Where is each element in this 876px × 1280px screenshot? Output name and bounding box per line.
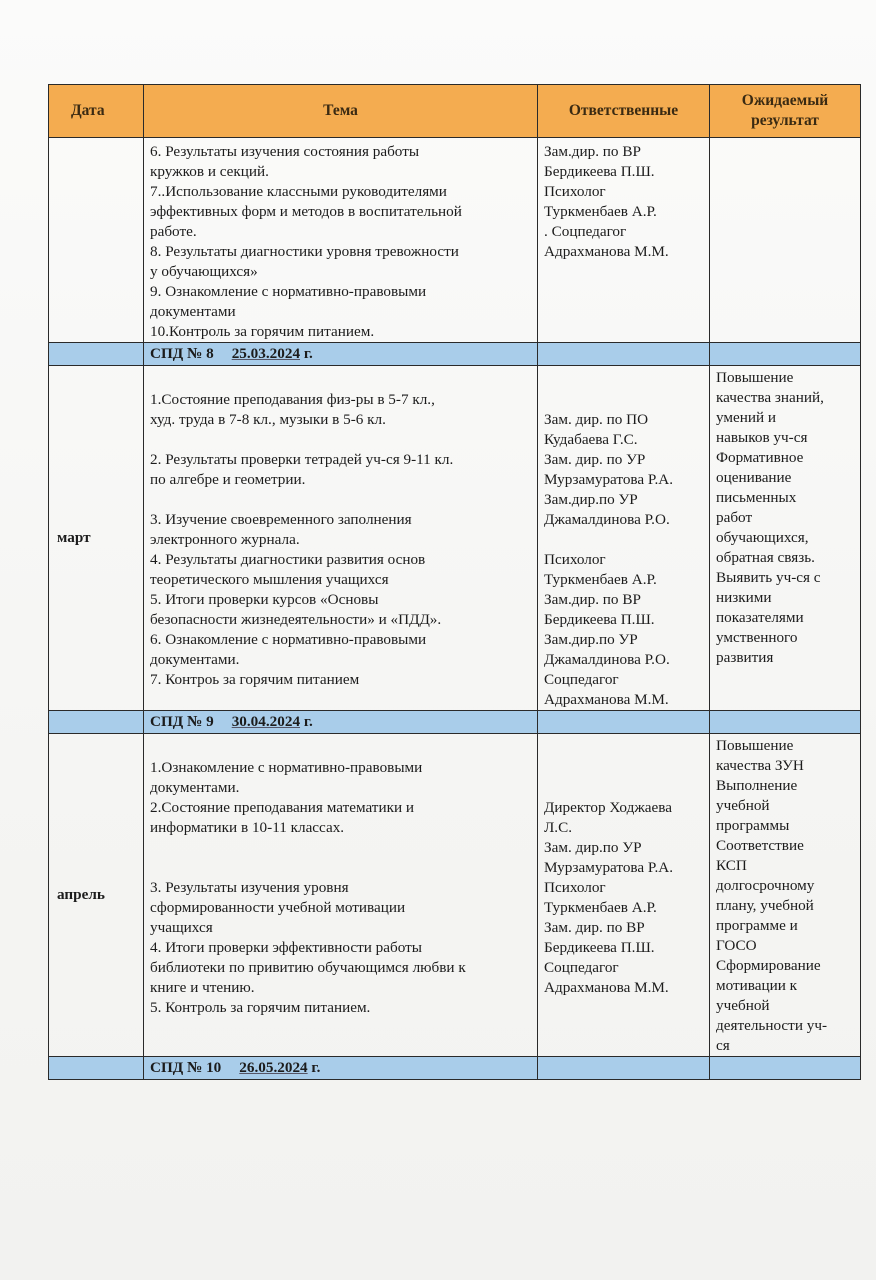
responsible-line (544, 738, 703, 758)
result-line: КСП (716, 857, 747, 874)
meeting-number: СПД № 9 (150, 713, 214, 730)
result-line: низкими (716, 589, 772, 606)
responsible-line: Зам.дир. по ВР (544, 143, 641, 160)
result-line: программы (716, 817, 790, 834)
responsible-line: Бердикеева П.Ш. (544, 163, 655, 180)
result-line: умственного (716, 629, 798, 646)
meeting-date: 25.03.2024 (231, 345, 301, 362)
topic-line: 3. Результаты изучения уровня (150, 879, 349, 896)
meeting-date: 26.05.2024 (239, 1059, 308, 1076)
plan-row (49, 734, 861, 1057)
result-line: обучающихся, (716, 529, 809, 546)
topic-line (150, 858, 531, 878)
meeting-number: СПД № 8 (150, 345, 214, 362)
topic-line: электронного журнала. (150, 531, 300, 548)
responsible-line: Туркменбаев А.Р. (544, 571, 657, 588)
result-line: ся (716, 1037, 730, 1054)
meeting-responsible-cell (538, 711, 710, 734)
responsible-line: Соцпедагог (544, 959, 619, 976)
result-line: Выявить уч-ся с (716, 569, 821, 586)
topic-line: книге и чтению. (150, 979, 255, 996)
result-line: Соответствие (716, 837, 804, 854)
responsible-line: Адрахманова М.М. (544, 691, 669, 708)
responsible-line: Зам. дир. по ВР (544, 919, 645, 936)
responsible-line: Психолог (544, 551, 606, 568)
topic-line (150, 490, 531, 510)
topic-line: 7..Использование классными руководителями (150, 183, 447, 200)
responsible-line: . Соцпедагог (544, 223, 627, 240)
topic-line: 4. Результаты диагностики развития основ (150, 551, 426, 568)
topic-line (150, 430, 531, 450)
result-cell (710, 734, 861, 1057)
responsible-cell (538, 366, 710, 711)
plan-row (49, 138, 861, 343)
responsible-line: Джамалдинова Р.О. (544, 511, 670, 528)
result-line: долгосрочному (716, 877, 815, 894)
result-line: плану, учебной (716, 897, 814, 914)
topic-line: 10.Контроль за горячим питанием. (150, 323, 375, 340)
result-line: Сформирование (716, 957, 821, 974)
topic-line: библиотеки по привитию обучающимся любви к (150, 959, 466, 976)
meeting-date-cell (49, 1057, 144, 1080)
meeting-result-cell (710, 1057, 861, 1080)
responsible-line: Адрахманова М.М. (544, 979, 669, 996)
meeting-row (49, 711, 861, 734)
responsible-line: Мурзамуратова Р.А. (544, 859, 674, 876)
result-line: Выполнение (716, 777, 798, 794)
topic-line: 2. Результаты проверки тетрадей уч-ся 9-11 кл. (150, 451, 454, 468)
result-cell (710, 138, 861, 343)
result-line: навыков уч-ся (716, 429, 808, 446)
meeting-responsible-cell (538, 1057, 710, 1080)
topic-line: документами (150, 303, 236, 320)
month-cell (49, 138, 144, 343)
table-header-row (49, 85, 861, 138)
result-line: показателями (716, 609, 804, 626)
responsible-line: Психолог (544, 879, 606, 896)
topic-cell (144, 366, 538, 711)
topic-line: 9. Ознакомление с нормативно-правовыми (150, 283, 427, 300)
topic-line: у обучающихся» (150, 263, 258, 280)
result-line: учебной (716, 997, 770, 1014)
result-line: программе и (716, 917, 798, 934)
result-line: Повышение (716, 737, 794, 754)
responsible-line: Бердикеева П.Ш. (544, 611, 655, 628)
result-line: учебной (716, 797, 770, 814)
responsible-line: Зам.дир.по УР (544, 491, 638, 508)
topic-line: 8. Результаты диагностики уровня тревожности (150, 243, 459, 260)
topic-line: документами. (150, 651, 240, 668)
result-line: ГОСО (716, 937, 757, 954)
result-line: работ (716, 509, 753, 526)
topic-line: 6. Результаты изучения состояния работы (150, 143, 420, 160)
responsible-line (544, 370, 703, 390)
topic-line: учащихся (150, 919, 213, 936)
meeting-label-cell (144, 1057, 538, 1080)
result-line: Повышение (716, 369, 794, 386)
result-line: качества знаний, (716, 389, 824, 406)
meeting-date: 30.04.2024 (231, 713, 301, 730)
topic-line: по алгебре и геометрии. (150, 471, 306, 488)
topic-line (150, 370, 531, 390)
month-cell: март (49, 366, 144, 711)
month-cell: апрель (49, 734, 144, 1057)
responsible-line (544, 530, 703, 550)
topic-line (150, 738, 531, 758)
topic-line: эффективных форм и методов в воспитательной (150, 203, 462, 220)
header-date: Дата (49, 85, 144, 138)
result-line: развития (716, 649, 774, 666)
result-line: деятельности уч- (716, 1017, 828, 1034)
responsible-line: Директор Ходжаева (544, 799, 673, 816)
meeting-date-suffix: г. (303, 345, 313, 362)
result-line: Формативное (716, 449, 804, 466)
responsible-line (544, 778, 703, 798)
meeting-label-cell (144, 343, 538, 366)
topic-line: 2.Состояние преподавания математики и (150, 799, 414, 816)
topic-line: 3. Изучение своевременного заполнения (150, 511, 412, 528)
meeting-number: СПД № 10 (150, 1059, 222, 1076)
responsible-line: Адрахманова М.М. (544, 243, 669, 260)
topic-line: работе. (150, 223, 197, 240)
responsible-line: Зам. дир. по УР (544, 451, 646, 468)
topic-line: 1.Ознакомление с нормативно-правовыми (150, 759, 423, 776)
responsible-line: Мурзамуратова Р.А. (544, 471, 674, 488)
responsible-line: Зам. дир. по ПО (544, 411, 649, 428)
responsible-cell (538, 138, 710, 343)
topic-line: кружков и секций. (150, 163, 269, 180)
responsible-line: Психолог (544, 183, 606, 200)
work-plan-table (48, 84, 861, 1080)
topic-line (150, 838, 531, 858)
responsible-line: Туркменбаев А.Р. (544, 899, 657, 916)
result-line: качества ЗУН (716, 757, 804, 774)
meeting-result-cell (710, 711, 861, 734)
result-line: письменных (716, 489, 797, 506)
responsible-line: Бердикеева П.Ш. (544, 939, 655, 956)
responsible-line: Соцпедагог (544, 671, 619, 688)
topic-line: худ. труда в 7-8 кл., музыки в 5-6 кл. (150, 411, 386, 428)
meeting-responsible-cell (538, 343, 710, 366)
responsible-line: Зам.дир. по ВР (544, 591, 641, 608)
responsible-cell (538, 734, 710, 1057)
responsible-line (544, 758, 703, 778)
meeting-date-cell (49, 343, 144, 366)
result-line: мотивации к (716, 977, 798, 994)
meeting-date-suffix: г. (311, 1059, 321, 1076)
topic-line: безопасности жизнедеятельности» и «ПДД». (150, 611, 442, 628)
header-responsible: Ответственные (538, 85, 710, 138)
meeting-date-suffix: г. (303, 713, 313, 730)
topic-cell (144, 734, 538, 1057)
result-line: оценивание (716, 469, 792, 486)
plan-row (49, 366, 861, 711)
topic-line: 5. Итоги проверки курсов «Основы (150, 591, 379, 608)
topic-line: 4. Итоги проверки эффективности работы (150, 939, 422, 956)
header-expected-result: Ожидаемый результат (710, 85, 861, 138)
meeting-date-cell (49, 711, 144, 734)
responsible-line: Туркменбаев А.Р. (544, 203, 657, 220)
topic-line: 1.Состояние преподавания физ-ры в 5-7 кл., (150, 391, 435, 408)
responsible-line: Зам. дир.по УР (544, 839, 642, 856)
responsible-line: Кудабаева Г.С. (544, 431, 638, 448)
result-line: обратная связь. (716, 549, 815, 566)
result-cell (710, 366, 861, 711)
meeting-row (49, 1057, 861, 1080)
topic-line: теоретического мышления учащихся (150, 571, 389, 588)
responsible-line: Зам.дир.по УР (544, 631, 638, 648)
header-topic: Тема (144, 85, 538, 138)
meeting-result-cell (710, 343, 861, 366)
responsible-line: Л.С. (544, 819, 573, 836)
topic-line: сформированности учебной мотивации (150, 899, 406, 916)
topic-line: 7. Контрoь за горячим питанием (150, 671, 360, 688)
result-line: умений и (716, 409, 777, 426)
topic-line: документами. (150, 779, 240, 796)
topic-line: информатики в 10-11 классах. (150, 819, 345, 836)
responsible-line: Джамалдинова Р.О. (544, 651, 670, 668)
meeting-row (49, 343, 861, 366)
responsible-line (544, 390, 703, 410)
topic-line: 5. Контроль за горячим питанием. (150, 999, 371, 1016)
topic-cell (144, 138, 538, 343)
topic-line: 6. Ознакомление с нормативно-правовыми (150, 631, 427, 648)
meeting-label-cell (144, 711, 538, 734)
